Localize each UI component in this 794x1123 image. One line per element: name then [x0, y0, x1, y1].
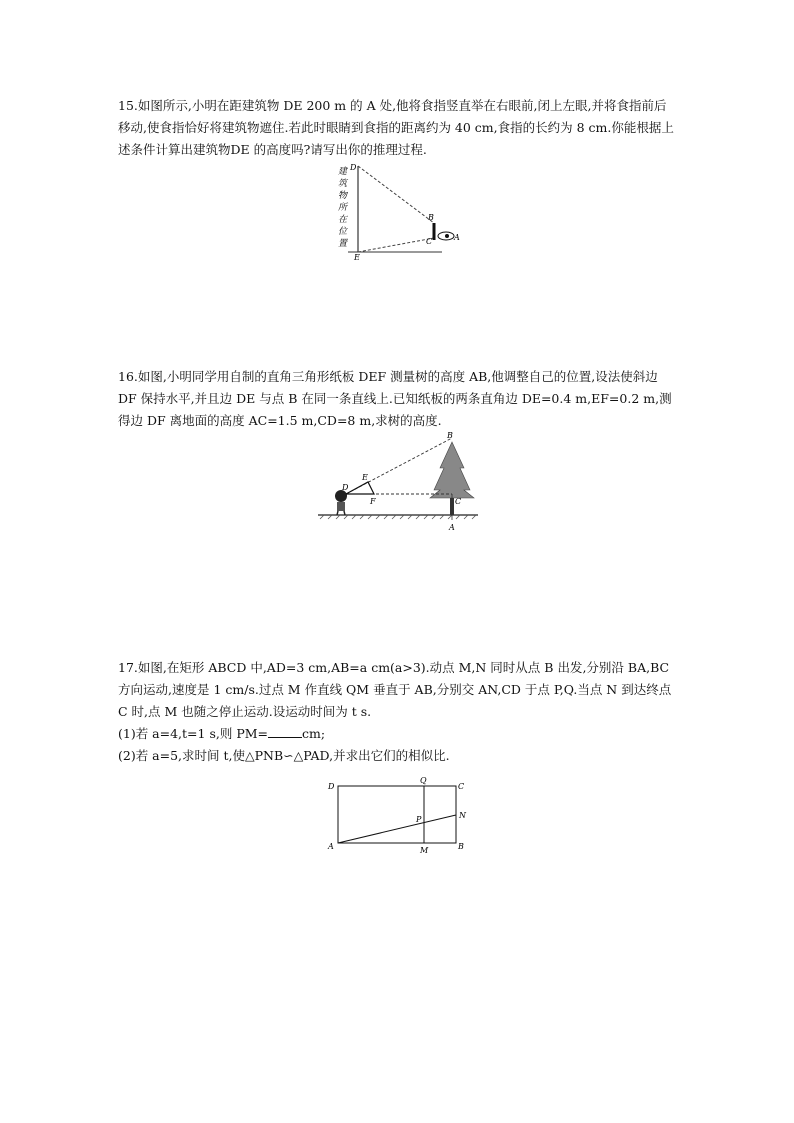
label-c: C [458, 782, 465, 791]
problem-16 [118, 366, 678, 432]
problem-15-text: 15.如图所示,小明在距建筑物 DE 200 m 的 A 处,他将食指竖直举在右眼前,闭上左眼,并将食指前后移动,使食指恰好将建筑物遮住.若此时眼睛到食指的距离约为 40 cm,食指的长约为 8 cm.你能根据上述条件计算出建筑物DE 的高度吗?请写出你的推理过程. [118, 98, 674, 157]
label-e: E [362, 473, 368, 482]
label-c: C [455, 497, 462, 506]
label-c: C [426, 237, 433, 246]
label-d: D [350, 163, 357, 172]
part1-prefix: (1)若 a=4,t=1 s,则 PM= [118, 726, 269, 741]
label-a: A [449, 523, 455, 532]
label-b: B [447, 431, 453, 440]
label-b: B [428, 213, 434, 222]
label-q: Q [420, 776, 427, 785]
label-d: D [342, 483, 349, 492]
side-label-char: 物 [338, 191, 348, 201]
side-label-char: 所 [338, 203, 348, 213]
label-b: B [458, 842, 464, 851]
label-a: A [454, 233, 460, 242]
part1-suffix: cm; [302, 726, 326, 741]
triangle-def [346, 482, 374, 494]
problem-17-text: 17.如图,在矩形 ABCD 中,AD=3 cm,AB=a cm(a>3).动点 M,N 同时从点 B 出发,分别沿 BA,BC 方向运动,速度是 1 cm/s.过点 M 作直线 QM 垂直于 AB,分别交 AN,CD 于点 P,Q.当点 N 到达终点 C 时,点 M 也随之停止运动.设运动时间为 t s. [118, 660, 672, 719]
rectangle-abcd [338, 786, 456, 843]
problem-17-part2: (2)若 a=5,求时间 t,使△PNB∽△PAD,并求出它们的相似比. [118, 748, 450, 763]
line-an [338, 815, 456, 843]
label-p: P [416, 815, 422, 824]
side-label-char: 位 [338, 227, 348, 237]
problem-17-part1 [118, 723, 678, 745]
side-label-char: 建 [338, 167, 348, 177]
problem-16-text: 16.如图,小明同学用自制的直角三角形纸板 DEF 测量树的高度 AB,他调整自己的位置,设法使斜边 DF 保持水平,并且边 DE 与点 B 在同一条直线上.已知纸板的两条直角边 DE=0.4 m,EF=0.2 m,测得边 DF 离地面的高度 AC=1.5 m,CD=8 m,求树的高度. [118, 369, 672, 428]
answer-blank [268, 725, 302, 738]
side-label-char: 置 [338, 239, 348, 249]
eye-pupil-icon [445, 234, 449, 238]
label-e: E [354, 253, 360, 260]
problem-16-figure [316, 428, 480, 534]
sight-line-top [358, 166, 434, 223]
label-d: D [328, 782, 335, 791]
label-m: M [420, 846, 429, 855]
person-icon [335, 490, 347, 515]
side-label-char: 筑 [338, 179, 348, 189]
sight-line-bottom [358, 238, 434, 252]
label-n: N [459, 811, 466, 820]
problem-17-figure [324, 775, 474, 855]
problem-15-figure [334, 160, 464, 260]
label-f: F [370, 497, 376, 506]
problem-17 [118, 657, 678, 767]
problem-15 [118, 95, 678, 161]
side-label-char: 在 [338, 215, 348, 225]
label-a: A [328, 842, 334, 851]
